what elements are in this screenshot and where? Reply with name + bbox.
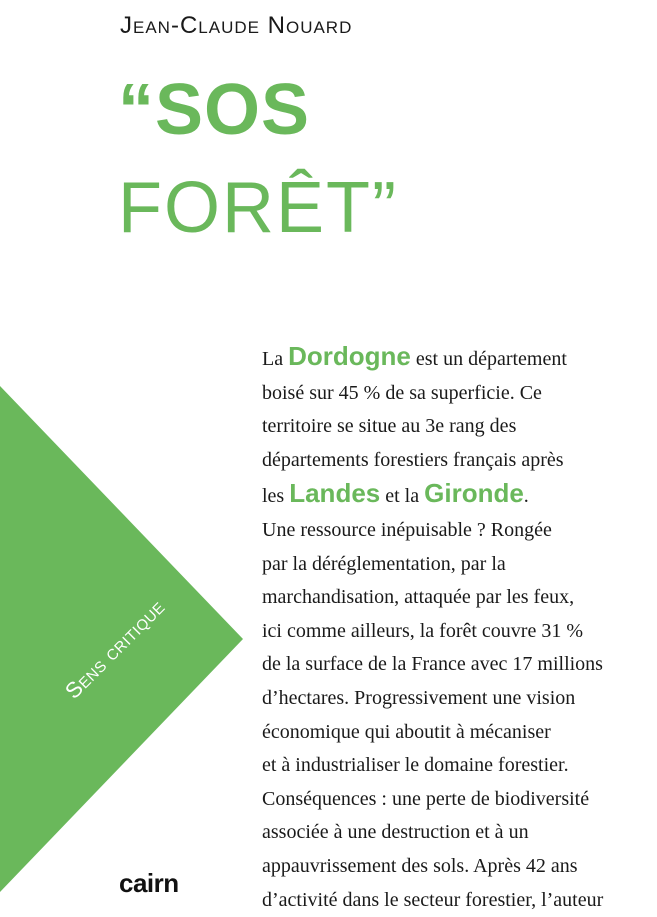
text-line: d’activité dans le secteur forestier, l’auteur <box>262 884 634 917</box>
text-line: et à industrialiser le domaine forestier. <box>262 749 634 783</box>
book-title-line-1: “SOS <box>118 74 310 146</box>
text-line: La Dordogne est un département <box>262 340 634 377</box>
text-line: d’hectares. Progressivement une vision <box>262 682 634 716</box>
text-line: associée à une destruction et à un <box>262 816 634 850</box>
text-line: ici comme ailleurs, la forêt couvre 31 % <box>262 615 634 649</box>
highlight-dordogne: Dordogne <box>288 341 411 371</box>
text-line: économique qui aboutit à mécaniser <box>262 716 634 750</box>
text-line: par la déréglementation, par la <box>262 548 634 582</box>
highlight-gironde: Gironde <box>424 478 524 508</box>
collection-label: Sens critique <box>60 545 220 705</box>
text-line: de la surface de la France avec 17 millions <box>262 648 634 682</box>
text-line: départements forestiers français après <box>262 444 634 478</box>
text-line: Conséquences : une perte de biodiversité <box>262 783 634 817</box>
text-line: territoire se situe au 3e rang des <box>262 410 634 444</box>
highlight-landes: Landes <box>289 478 380 508</box>
publisher-logo: cairn <box>119 868 179 899</box>
book-title-line-2: FORÊT” <box>118 172 398 244</box>
author-name: Jean-Claude Nouard <box>120 12 352 40</box>
text-line: Une ressource inépuisable ? Rongée <box>262 514 634 548</box>
text-line: boisé sur 45 % de sa superficie. Ce <box>262 377 634 411</box>
back-cover-text <box>262 340 634 917</box>
text-line: marchandisation, attaquée par les feux, <box>262 581 634 615</box>
text-line: appauvrissement des sols. Après 42 ans <box>262 850 634 884</box>
text-line: les Landes et la Gironde. <box>262 477 634 514</box>
